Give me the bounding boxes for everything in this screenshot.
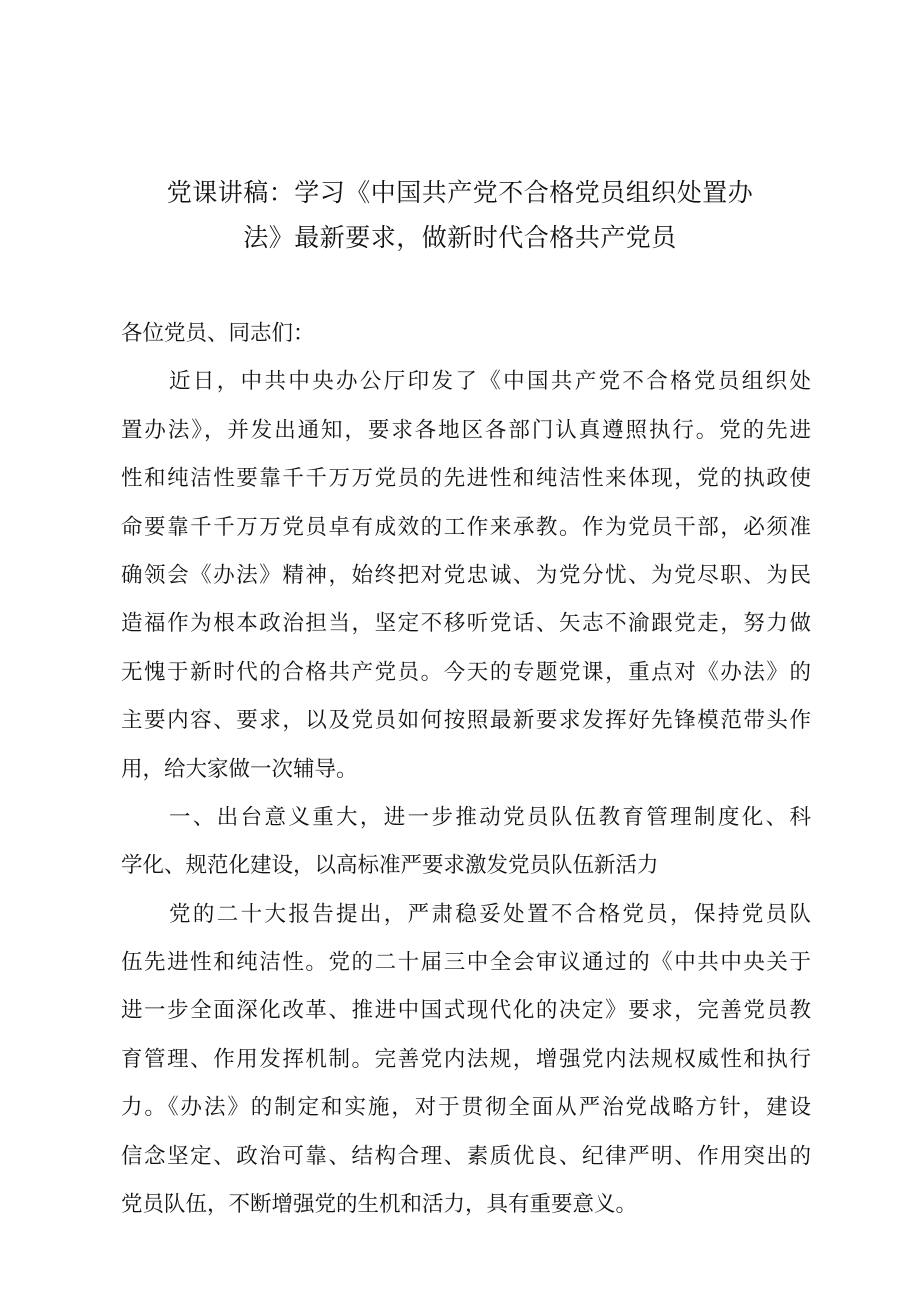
paragraph-line: 党的二十大报告提出，严肃稳妥处置不合格党员，保持党员队 bbox=[169, 901, 811, 927]
paragraph-line: 置办法》，并发出通知，要求各地区各部门认真遵照执行。党的先进 bbox=[121, 417, 811, 443]
paragraph-line: 性和纯洁性要靠千千万万党员的先进性和纯洁性来体现，党的执政使 bbox=[121, 466, 811, 492]
paragraph-line: 育管理、作用发挥机制。完善党内法规，增强党内法规权威性和执行 bbox=[121, 1046, 811, 1072]
paragraph-line: 党员队伍，不断增强党的生机和活力，具有重要意义。 bbox=[121, 1192, 638, 1218]
paragraph-line: 近日，中共中央办公厅印发了《中国共产党不合格党员组织处 bbox=[169, 369, 811, 395]
title-line: 法》最新要求，做新时代合格共产党员 bbox=[243, 223, 677, 252]
section-heading-line: 学化、规范化建设，以高标准严要求激发党员队伍新活力 bbox=[121, 853, 659, 879]
paragraph-line: 伍先进性和纯洁性。党的二十届三中全会审议通过的《中共中央关于 bbox=[121, 950, 811, 976]
paragraph-line: 确领会《办法》精神，始终把对党忠诚、为党分忧、为党尽职、为民 bbox=[121, 562, 811, 588]
paragraph-line: 主要内容、要求，以及党员如何按照最新要求发挥好先锋模范带头作 bbox=[121, 708, 811, 734]
paragraph-line: 力。《办法》的制定和实施，对于贯彻全面从严治党战略方针，建设 bbox=[121, 1095, 811, 1121]
document-title bbox=[120, 170, 800, 260]
salutation: 各位党员、同志们： bbox=[121, 321, 315, 346]
title-line: 党课讲稿：学习《中国共产党不合格党员组织处置办 bbox=[166, 178, 754, 207]
paragraph-line: 信念坚定、政治可靠、结构合理、素质优良、纪律严明、作用突出的 bbox=[121, 1143, 811, 1169]
paragraph-line: 进一步全面深化改革、推进中国式现代化的决定》要求，完善党员教 bbox=[121, 998, 811, 1024]
paragraph-line: 无愧于新时代的合格共产党员。今天的专题党课，重点对《办法》的 bbox=[121, 659, 811, 685]
paragraph-line: 命要靠千千万万党员卓有成效的工作来承教。作为党员干部，必须准 bbox=[121, 514, 811, 540]
paragraph-line: 造福作为根本政治担当，坚定不移听党话、矢志不渝跟党走，努力做 bbox=[121, 611, 811, 637]
section-heading-line: 一、出台意义重大，进一步推动党员队伍教育管理制度化、科 bbox=[169, 804, 811, 830]
document-body bbox=[121, 310, 811, 1229]
paragraph-line: 用，给大家做一次辅导。 bbox=[121, 756, 358, 782]
